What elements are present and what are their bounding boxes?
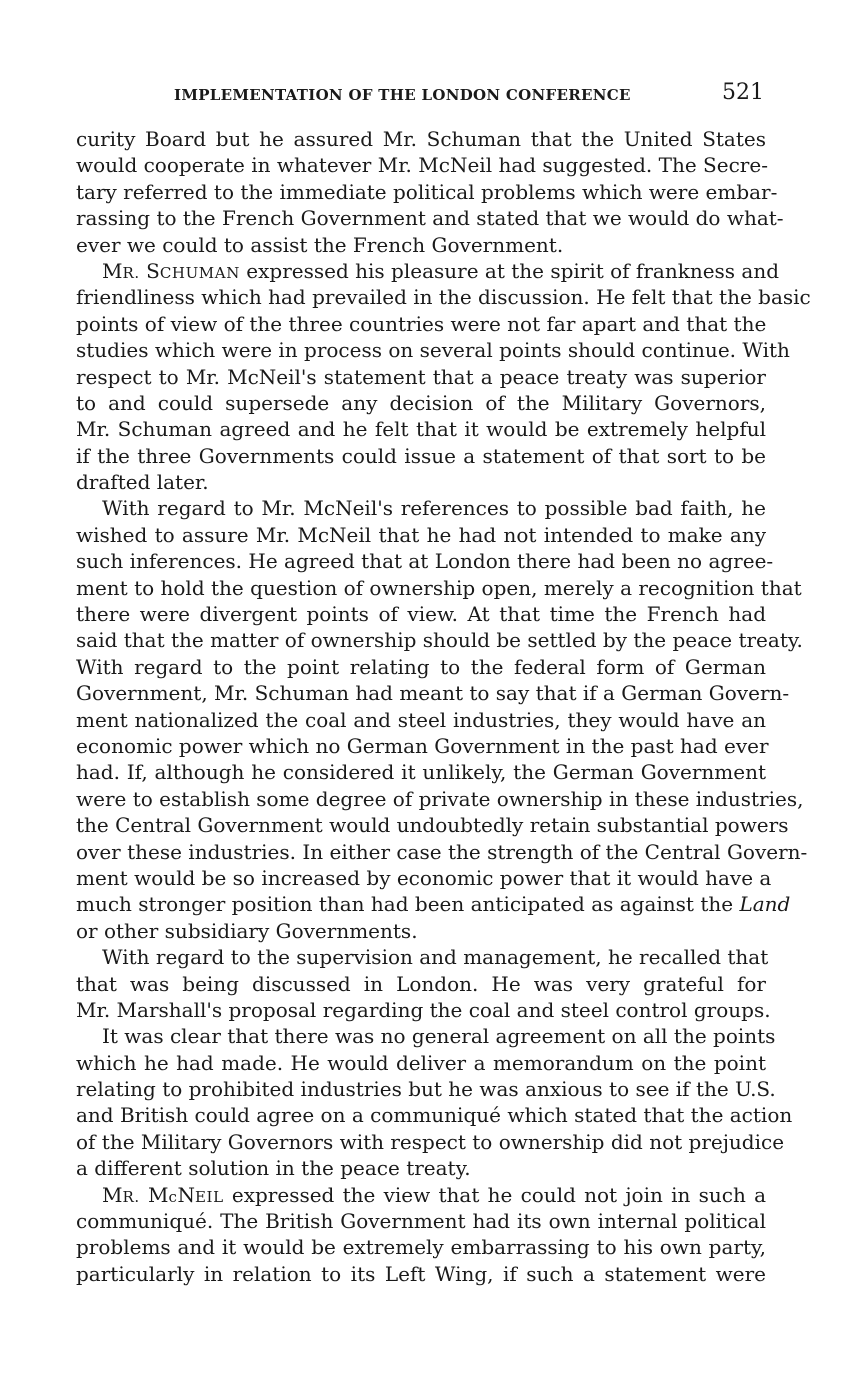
text-line: ment to hold the question of ownership open, merely a recognition that [76, 575, 802, 600]
text-line: ment would be so increased by economic power that it would have a [76, 865, 772, 890]
text-line: communiqué. The British Government had its own internal political [76, 1209, 766, 1234]
body-text [76, 126, 811, 1287]
text-line: With regard to the point relating to the federal form of German [76, 654, 766, 679]
paragraph-1 [76, 126, 784, 258]
text-line: particularly in relation to its Left Wing, if such a statement were [76, 1261, 766, 1286]
text-line: With regard to the supervision and management, he recalled that [102, 945, 769, 970]
text-line: were to establish some degree of private ownership in these industries, [76, 786, 804, 811]
text-line: problems and it would be extremely embarrassing to his own party, [76, 1235, 766, 1260]
text-line: much stronger position than had been anticipated as against the Land [76, 892, 791, 917]
text-line: economic power which no German Government in the past had ever [76, 733, 769, 758]
text-line: there were divergent points of view. At that time the French had [76, 602, 766, 627]
text-line: the Central Government would undoubtedly retain substantial powers [76, 813, 789, 838]
text-line: or other subsidiary Governments. [76, 918, 418, 943]
text-line: friendliness which had prevailed in the discussion. He felt that the basic [76, 285, 811, 310]
text-line: would cooperate in whatever Mr. McNeil had suggested. The Secre- [76, 153, 768, 178]
text-line: ever we could to assist the French Government. [76, 232, 564, 257]
text-line: to and could supersede any decision of the Military Governors, [76, 390, 766, 415]
text-line: points of view of the three countries were not far apart and that the [76, 311, 767, 336]
paragraph-5 [76, 1023, 793, 1181]
paragraph-6 [76, 1182, 766, 1288]
text-line: With regard to Mr. McNeil's references to possible bad faith, he [102, 496, 766, 521]
paragraph-2 [76, 258, 811, 496]
text-line: drafted later. [76, 470, 209, 495]
paragraph-4 [76, 944, 771, 1023]
text-line: studies which were in process on several points should continue. With [76, 338, 790, 363]
text-line: a different solution in the peace treaty. [76, 1156, 471, 1181]
text-line: of the Military Governors with respect to ownership did not prejudice [76, 1129, 785, 1154]
text-line: that was being discussed in London. He was very grateful for [76, 971, 766, 996]
speaker-name: MR. McNEIL [102, 1182, 224, 1207]
text-line: rassing to the French Government and stated that we would do what- [76, 206, 784, 231]
text-line: ment nationalized the coal and steel industries, they would have an [76, 707, 766, 732]
page-number: 521 [722, 80, 764, 105]
text-line: said that the matter of ownership should be settled by the peace treaty. [76, 628, 803, 653]
text-line: if the three Governments could issue a statement of that sort to be [76, 443, 766, 468]
text-line: It was clear that there was no general agreement on all the points [102, 1024, 776, 1049]
text-line: relating to prohibited industries but he was anxious to see if the U.S. [76, 1077, 776, 1102]
speaker-name: MR. SCHUMAN [102, 258, 240, 283]
text-line: Mr. Schuman agreed and he felt that it would be extremely helpful [76, 417, 766, 442]
paragraph-3 [76, 495, 808, 944]
text-line: such inferences. He agreed that at London there had been no agree- [76, 549, 774, 574]
text-line: Government, Mr. Schuman had meant to say that if a German Govern- [76, 681, 790, 706]
text-line: over these industries. In either case the strength of the Central Govern- [76, 839, 808, 864]
text-line: which he had made. He would deliver a memorandum on the point [76, 1050, 766, 1075]
italic-land: Land [739, 892, 791, 917]
text-line: tary referred to the immediate political problems which were embar- [76, 179, 778, 204]
text-line: Mr. Marshall's proposal regarding the coal and steel control groups. [76, 997, 771, 1022]
text-line: MR. SCHUMAN expressed his pleasure at the spirit of frankness and [102, 258, 780, 283]
text-line: curity Board but he assured Mr. Schuman that the United States [76, 127, 766, 151]
text-line: had. If, although he considered it unlikely, the German Government [76, 760, 766, 785]
text-line: respect to Mr. McNeil's statement that a peace treaty was superior [76, 364, 766, 389]
text-line: MR. McNEIL expressed the view that he could not join in such a [102, 1182, 767, 1207]
text-line: and British could agree on a communiqué which stated that the action [76, 1103, 793, 1128]
page-header [76, 80, 766, 110]
running-title: IMPLEMENTATION OF THE LONDON CONFERENCE [174, 86, 631, 104]
text-line: wished to assure Mr. McNeil that he had not intended to make any [76, 522, 766, 547]
